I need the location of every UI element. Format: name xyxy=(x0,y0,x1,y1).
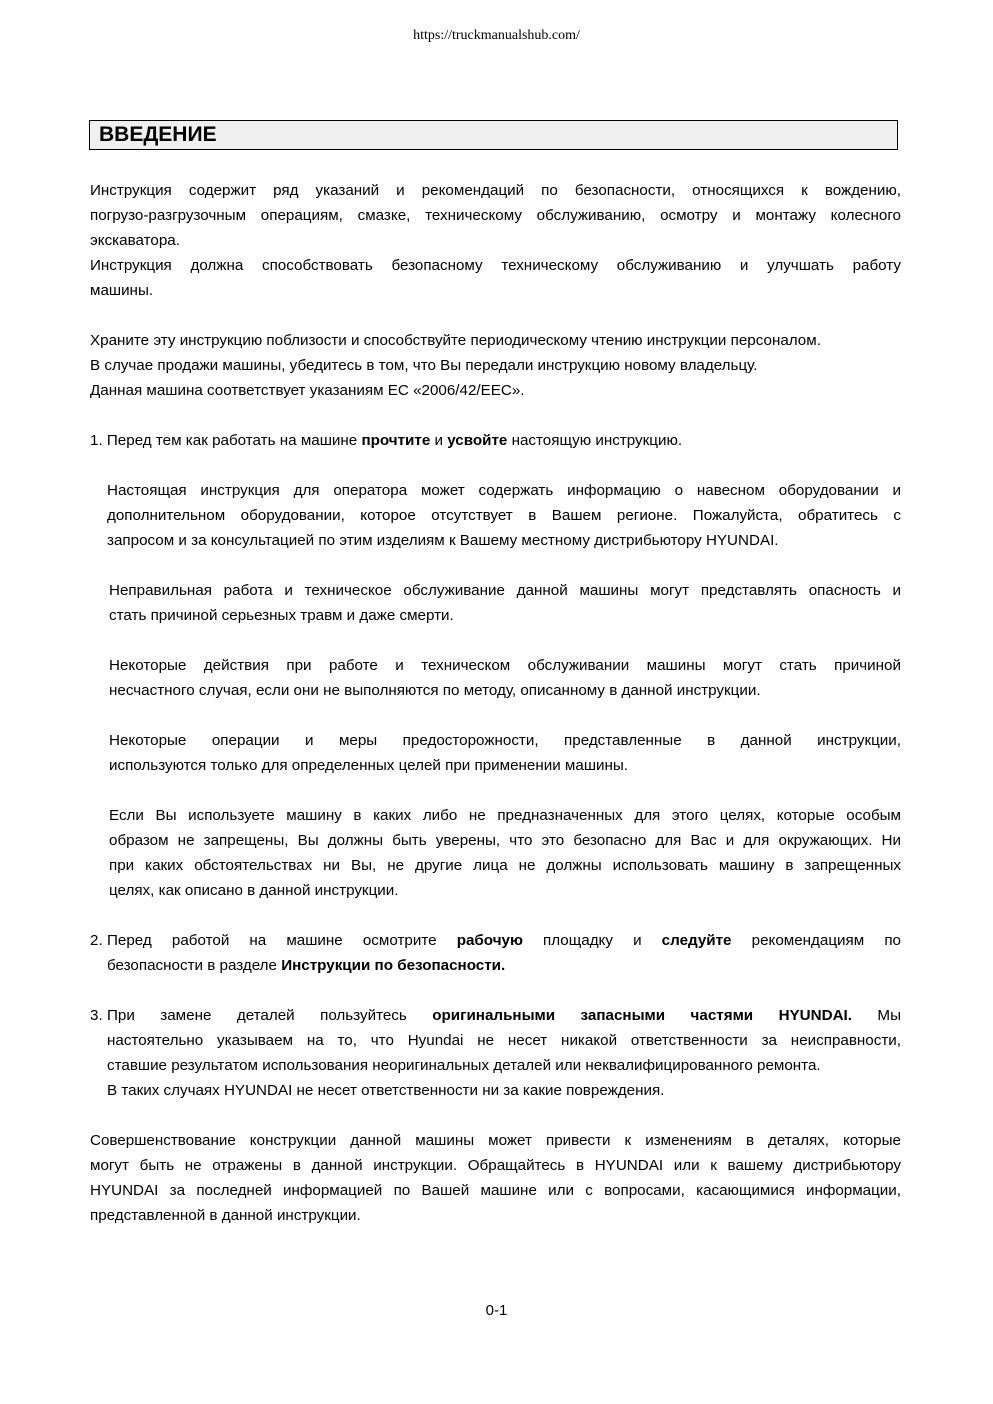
item-1 xyxy=(90,428,901,453)
item-2-number: 2. xyxy=(90,932,103,949)
item-2-bold-follow: следуйте xyxy=(661,932,732,949)
para-1-line-2: дополнительном оборудовании, которое отсутствует в Вашем регионе. Пожалуйста, обратитесь с xyxy=(107,507,901,524)
item-2-text-f: безопасности в разделе xyxy=(107,957,282,974)
para-5-line-4: целях, как описано в данной инструкции. xyxy=(109,882,399,899)
para-3-line-2: несчастного случая, если они не выполняются по методу, описанному в данной инструкции. xyxy=(109,682,761,699)
keep-line-2: В случае продажи машины, убедитесь в том, что Вы передали инструкцию новому владельцу. xyxy=(90,357,758,374)
keep-line-3: Данная машина соответствует указаниям ЕС «2006/42/EEC». xyxy=(90,382,525,399)
item-2-bold-safety: Инструкции по безопасности. xyxy=(281,957,506,974)
item-2-text-a: Перед работой на машине осмотрите xyxy=(107,932,457,949)
item-2-bold-work: рабочую xyxy=(456,932,523,949)
item-3-line-3: ставшие результатом использования неоригинальных деталей или неквалифицированного ремонта. xyxy=(107,1057,821,1074)
para-1-line-3: запросом и за консультацией по этим изделиям к Вашему местному дистрибьютору HYUNDAI. xyxy=(107,532,779,549)
para-4-line-1: Некоторые операции и меры предосторожности, представленные в данной инструкции, xyxy=(109,732,901,749)
para-5-line-3: при каких обстоятельствах ни Вы, не другие лица не должны использовать машину в запрещенных xyxy=(109,857,901,874)
para-2-line-2: стать причиной серьезных травм и даже смерти. xyxy=(109,607,454,624)
item-3-line-2: настоятельно указываем на то, что Hyundai не несет никакой ответственности за неисправности, xyxy=(107,1032,901,1049)
item-2-text-e: рекомендациям по xyxy=(731,932,901,949)
para-5-line-2: образом не запрещены, Вы должны быть уверены, что это безопасно для Вас и для окружающих. Ни xyxy=(109,832,901,849)
item-3-line-4: В таких случаях HYUNDAI не несет ответственности ни за какие повреждения. xyxy=(107,1082,665,1099)
intro-line-4: Инструкция должна способствовать безопасному техническому обслуживанию и улучшать работу xyxy=(90,257,901,274)
item-1-bold-read: прочтите xyxy=(361,432,431,449)
intro-line-3: экскаватора. xyxy=(90,232,180,249)
closing-line-2: могут быть не отражены в данной инструкции. Обращайтесь в HYUNDAI или к вашему дистрибьютору xyxy=(90,1157,901,1174)
item-3-number: 3. xyxy=(90,1007,103,1024)
item-3-text-c: Мы xyxy=(851,1007,901,1024)
page-number: 0-1 xyxy=(485,1302,508,1319)
item-1-text-a: 1. Перед тем как работать на машине xyxy=(90,432,362,449)
para-5-line-1: Если Вы используете машину в каких либо не предназначенных для этого целях, которые особым xyxy=(109,807,901,824)
para-1-line-1: Настоящая инструкция для оператора может содержать информацию о навесном оборудовании и xyxy=(107,482,901,499)
item-2-text-c: площадку и xyxy=(522,932,662,949)
intro-line-5: машины. xyxy=(90,282,154,299)
keep-line-1: Храните эту инструкцию поблизости и способствуйте периодическому чтению инструкции персоналом. xyxy=(90,332,821,349)
closing-line-1: Совершенствование конструкции данной машины может привести к изменениям в деталях, которые xyxy=(90,1132,901,1149)
item-2-line-2 xyxy=(107,953,901,978)
para-2-line-1: Неправильная работа и техническое обслуживание данной машины могут представлять опасность и xyxy=(109,582,901,599)
closing-line-3: HYUNDAI за последней информацией по Вашей машине или с вопросами, касающимися информации, xyxy=(90,1182,901,1199)
item-1-bold-learn: усвойте xyxy=(447,432,508,449)
header-url: https://truckmanualshub.com/ xyxy=(413,28,580,43)
item-3-bold-parts: оригинальными запасными частями HYUNDAI. xyxy=(432,1007,852,1024)
item-1-text-e: настоящую инструкцию. xyxy=(507,432,683,449)
para-4-line-2: используются только для определенных целей при применении машины. xyxy=(109,757,629,774)
intro-line-1: Инструкция содержит ряд указаний и рекомендаций по безопасности, относящихся к вождению, xyxy=(90,182,901,199)
item-3-text-a: При замене деталей пользуйтесь xyxy=(107,1007,433,1024)
item-1-text-c: и xyxy=(430,432,448,449)
closing-line-4: представленной в данной инструкции. xyxy=(90,1207,361,1224)
section-title: ВВЕДЕНИЕ xyxy=(99,123,217,146)
intro-line-2: погрузо-разгрузочным операциям, смазке, техническому обслуживанию, осмотру и монтажу колесного xyxy=(90,207,901,224)
section-title-box xyxy=(89,120,898,150)
item-2-line-1 xyxy=(107,928,901,953)
item-3-line-1 xyxy=(107,1003,901,1028)
para-3-line-1: Некоторые действия при работе и техническом обслуживании машины могут стать причиной xyxy=(109,657,901,674)
